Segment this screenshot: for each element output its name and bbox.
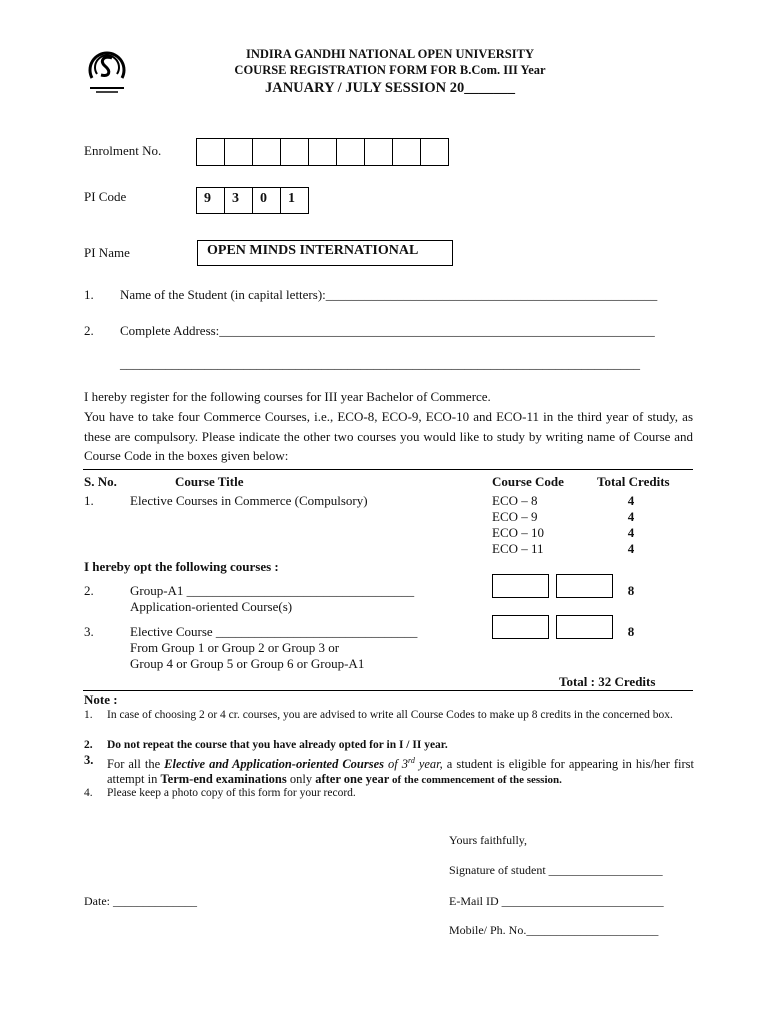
session-title: JANUARY / JULY SESSION 20_______	[264, 80, 516, 96]
enrolment-label: Enrolment No.	[84, 143, 162, 158]
total-credits: Total : 32 Credits	[559, 674, 656, 689]
note-number: 4.	[84, 787, 93, 799]
pi-code-digit: 1	[280, 187, 309, 214]
col-header-code: Course Code	[492, 474, 564, 489]
col-header-title: Course Title	[175, 474, 244, 489]
course-code-box[interactable]	[556, 574, 613, 598]
intro-paragraph: You have to take four Commerce Courses, i.e., ECO-8, ECO-9, ECO-10 and ECO-11 in the third year of study, as these are compulsory. Please indicate the other two courses you would like to study by writing name of Course and Course Code in the boxes given below:	[84, 409, 693, 463]
university-name: INDIRA GANDHI NATIONAL OPEN UNIVERSITY	[245, 47, 534, 61]
note-text: Do not repeat the course that you have already opted for in I / II year.	[107, 739, 448, 751]
note-number: 3.	[84, 753, 94, 767]
note-text: Please keep a photo copy of this form for your record.	[107, 787, 356, 799]
pi-name-value: OPEN MINDS INTERNATIONAL	[197, 240, 453, 266]
course-credit: 8	[627, 583, 635, 598]
row-title: Elective Courses in Commerce (Compulsory)	[130, 493, 368, 508]
note-item	[84, 786, 694, 802]
address-field-line2[interactable]: ________________________________________________________________________________	[120, 356, 640, 371]
course-credit: 4	[627, 525, 635, 540]
date-field[interactable]: Date: ______________	[84, 894, 197, 908]
note-heading: Note :	[84, 692, 118, 707]
signature-field[interactable]: Signature of student ___________________	[449, 863, 663, 877]
enrolment-digit-box[interactable]	[308, 138, 337, 166]
field-number: 2.	[84, 323, 94, 338]
enrolment-digit-box[interactable]	[196, 138, 225, 166]
ignou-logo-icon	[86, 44, 128, 94]
pi-code-label: PI Code	[84, 189, 127, 204]
enrolment-digit-box[interactable]	[364, 138, 393, 166]
address-field[interactable]: Complete Address:___________________________________________________________________	[120, 323, 655, 338]
group-a1-field[interactable]: Group-A1 ___________________________________	[130, 583, 415, 598]
field-number: 1.	[84, 287, 94, 302]
course-credit: 8	[627, 624, 635, 639]
course-credit: 4	[627, 509, 635, 524]
form-title: COURSE REGISTRATION FORM FOR B.Com. III Year	[234, 63, 546, 77]
note-item	[84, 753, 694, 785]
pi-code-digit: 3	[224, 187, 253, 214]
intro-line: I hereby register for the following courses for III year Bachelor of Commerce.	[84, 389, 491, 404]
row-sno: 2.	[84, 583, 94, 598]
enrolment-digit-box[interactable]	[280, 138, 309, 166]
pi-name-label: PI Name	[84, 245, 130, 260]
course-credit: 4	[627, 493, 635, 508]
table-bottom-rule	[83, 690, 693, 691]
email-field[interactable]: E-Mail ID ___________________________	[449, 894, 664, 908]
col-header-sno: S. No.	[84, 474, 117, 489]
enrolment-digit-box[interactable]	[252, 138, 281, 166]
note-item	[84, 738, 694, 754]
col-header-credits: Total Credits	[597, 474, 670, 489]
note-item	[84, 708, 694, 740]
note-text: For all the Elective and Application-oriented Courses of 3rd year, a student is eligible for appearing in his/her first attempt in Term-end examinations only after one year of the commencement of the session.	[107, 756, 694, 787]
note-number: 1.	[84, 709, 93, 721]
row-subtitle: Group 4 or Group 5 or Group 6 or Group-A1	[130, 656, 365, 671]
enrolment-digit-box[interactable]	[392, 138, 421, 166]
course-code: ECO – 8	[492, 493, 538, 508]
enrolment-digit-box[interactable]	[420, 138, 449, 166]
elective-course-field[interactable]: Elective Course _______________________________	[130, 624, 418, 639]
course-code-box[interactable]	[492, 615, 549, 639]
opt-heading: I hereby opt the following courses :	[84, 559, 279, 574]
table-top-rule	[83, 469, 693, 470]
pi-code-boxes	[197, 187, 309, 214]
course-code: ECO – 10	[492, 525, 544, 540]
row-subtitle: Application-oriented Course(s)	[130, 599, 293, 614]
row-sno: 3.	[84, 624, 94, 639]
enrolment-digit-box[interactable]	[224, 138, 253, 166]
row-subtitle: From Group 1 or Group 2 or Group 3 or	[130, 640, 340, 655]
enrolment-input-boxes[interactable]	[197, 138, 449, 166]
course-code: ECO – 11	[492, 541, 544, 556]
pi-code-digit: 9	[196, 187, 225, 214]
enrolment-digit-box[interactable]	[336, 138, 365, 166]
note-text: In case of choosing 2 or 4 cr. courses, you are advised to write all Course Codes to make up 8 credits in the concerned box.	[107, 709, 673, 721]
mobile-field[interactable]: Mobile/ Ph. No.______________________	[449, 923, 659, 937]
course-code-box[interactable]	[556, 615, 613, 639]
row-sno: 1.	[84, 493, 94, 508]
note-number: 2.	[84, 739, 93, 751]
course-code: ECO – 9	[492, 509, 538, 524]
student-name-field[interactable]: Name of the Student (in capital letters):___________________________________________________	[120, 287, 658, 302]
course-code-box[interactable]	[492, 574, 549, 598]
yours-faithfully: Yours faithfully,	[449, 833, 528, 847]
course-credit: 4	[627, 541, 635, 556]
pi-code-digit: 0	[252, 187, 281, 214]
